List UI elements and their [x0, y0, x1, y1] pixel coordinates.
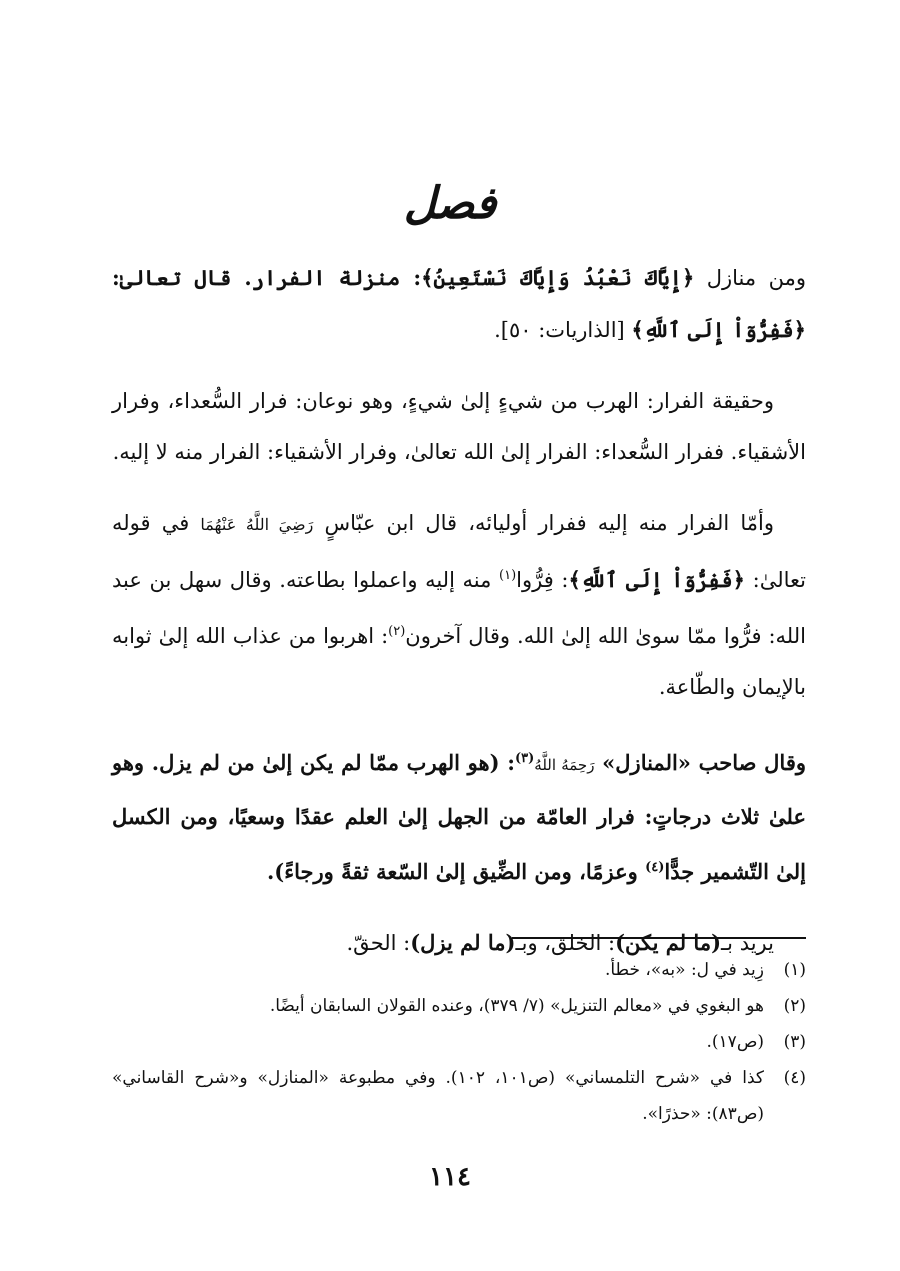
footnote — [112, 952, 806, 988]
footnote-number: (٢) — [783, 996, 806, 1016]
footnote-text: زِيد في ل: «به»، خطأ. — [604, 960, 764, 980]
footnote-number: (١) — [783, 960, 806, 980]
footnote-separator — [512, 937, 806, 939]
footnote — [112, 1060, 806, 1132]
quran-verse-1: ﴿إِيَّاكَ نَعْبُدُ وَإِيَّاكَ نَسْتَعِينُ﴾ — [421, 265, 695, 290]
para3-text-2: في قوله تعالىٰ: — [112, 511, 806, 592]
intro-text-2: : منزلة الفرار. قال تعالىٰ: — [112, 265, 422, 290]
footnote-number: (٤) — [783, 1068, 806, 1088]
paragraph-ibn-abbas — [112, 498, 806, 713]
quran-verse-3: ﴿فَفِرُّوٓاْ إِلَى ٱللَّهِ﴾ — [568, 567, 745, 592]
footnote-ref-3: (٣) — [515, 751, 535, 766]
quran-verse-2: ﴿فَفِرُّوٓاْ إِلَى ٱللَّهِ﴾ — [631, 317, 806, 342]
footnote-text: هو البغوي في «معالم التنزيل» (٧/ ٣٧٩)، وعنده القولان السابقان أيضًا. — [269, 996, 764, 1016]
para5-text-1: يريد بـ — [721, 931, 774, 955]
footnote-text: (ص١٧). — [706, 1032, 764, 1052]
paragraph-definition: وحقيقة الفرار: الهرب من شيءٍ إلىٰ شيءٍ، وهو نوعان: فرار السُّعداء، وفرار الأشقياء. ففرار السُّعداء: الفرار إلىٰ الله تعالىٰ، وفرار الأشقياء: الفرار منه لا إليه. — [112, 389, 806, 464]
para5-bold-1: (ما لم يكن) — [615, 930, 722, 955]
para3-text-3: : فِرُّوا — [516, 568, 569, 592]
honorific-ibn-abbas: رَضِيَ اللَّهُ عَنْهُمَا — [200, 515, 314, 534]
para4-text-1: : (هو الهرب ممّا لم يكن إلىٰ من لم يزل. وهو علىٰ ثلاث درجاتٍ: فرار العامّة من الجهل إلىٰ العلم عقدًا وسعيًا، ومن الكسل إلىٰ التّشمير جدًّا — [112, 750, 806, 884]
intro-text-1: ومن منازل — [694, 266, 806, 290]
footnote-ref-1: (١) — [499, 568, 517, 583]
footnote-ref-4: (٤) — [645, 860, 665, 875]
footnotes — [112, 952, 806, 1132]
footnote-text: كذا في «شرح التلمساني» (ص١٠١، ١٠٢). وفي مطبوعة «المنازل» و«شرح القاساني» (ص٨٣): «حذرًا». — [112, 1068, 764, 1124]
para5-text-3: : الحقّ. — [346, 931, 411, 955]
para3-text-5: : اهربوا من عذاب الله إلىٰ ثوابه بالإيمان والطّاعة. — [112, 624, 806, 699]
verse-citation: [الذاريات: ٥٠]. — [494, 318, 632, 342]
page-number: ١١٤ — [429, 1162, 471, 1192]
honorific-author: رَحِمَهُ اللَّهُ — [534, 756, 595, 774]
para3-text-1: وأمّا الفرار منه إليه ففرار أوليائه، قال ابن عبّاسٍ — [313, 511, 774, 535]
main-text — [112, 252, 806, 989]
para5-text-2: : الخلق، وبـ — [515, 931, 616, 955]
footnote-number: (٣) — [783, 1032, 806, 1052]
para4-lead: وقال صاحب «المنازل» — [594, 750, 807, 775]
paragraph-manazil-quote — [112, 733, 806, 897]
para5-bold-2: (ما لم يزل) — [410, 930, 516, 955]
paragraph-intro — [112, 252, 806, 356]
footnote-ref-2: (٢) — [388, 624, 406, 639]
para4-text-2: وعزمًا، ومن الضِّيق إلىٰ السّعة ثقةً ورجاءً). — [266, 859, 646, 884]
footnote — [112, 1024, 806, 1060]
section-heading: فصل — [403, 178, 497, 229]
para3-text-4: منه إليه واعملوا بطاعته. وقال سهل بن عبد الله: فرُّوا ممّا سوىٰ الله إلىٰ الله. وقال آخرون — [112, 568, 806, 648]
footnote — [112, 988, 806, 1024]
